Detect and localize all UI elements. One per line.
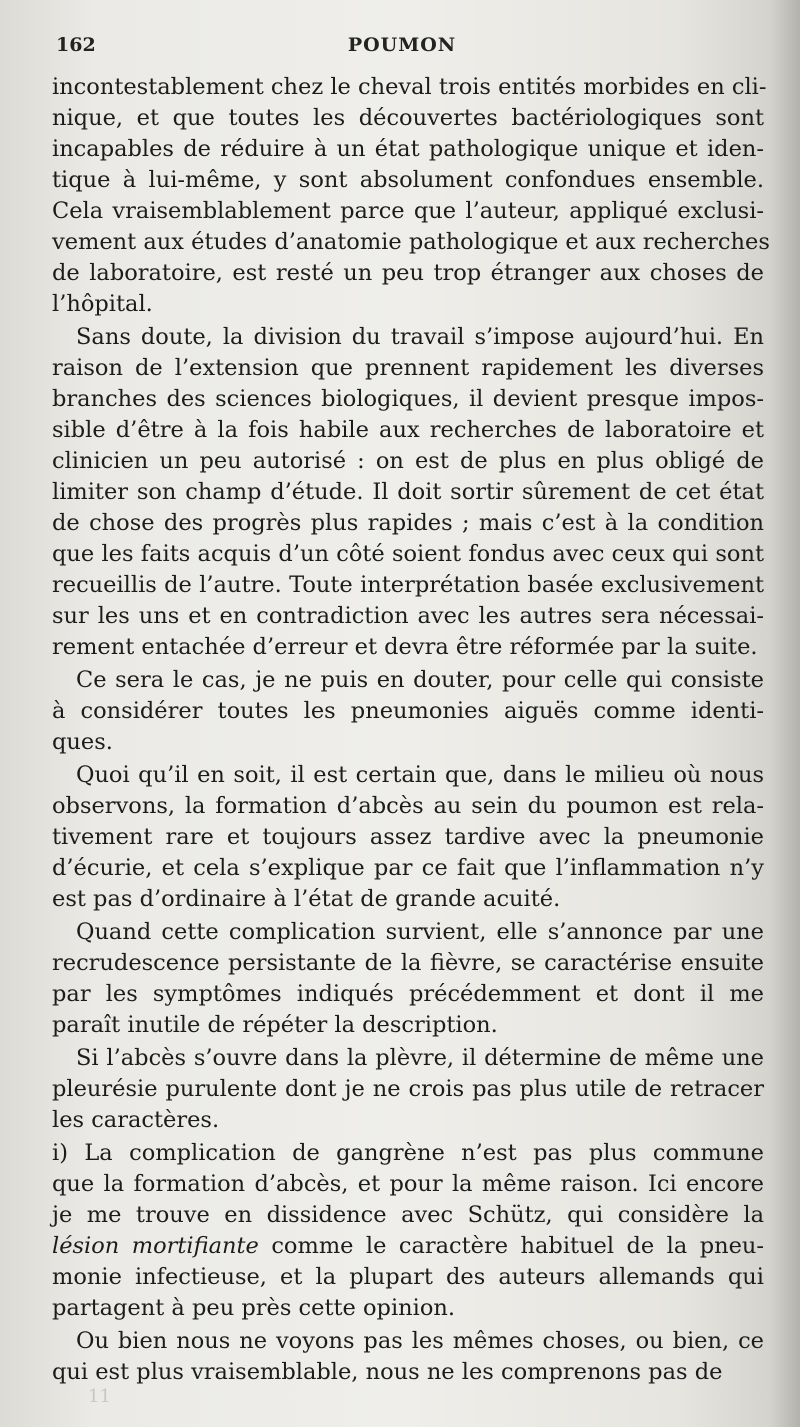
footer-mark: 11 xyxy=(88,1386,111,1407)
text-line: est pas d’ordinaire à l’état de grande acuité. xyxy=(52,886,561,912)
text-line: Ou bien nous ne voyons pas les mêmes choses, ou bien, ce xyxy=(76,1328,764,1354)
italic-phrase: lésion mortifiante xyxy=(52,1233,259,1259)
text-line: je me trouve en dissidence avec Schütz, qui considère la xyxy=(52,1202,764,1228)
text-line: tique à lui-même, y sont absolument confondues ensemble. xyxy=(52,167,764,193)
text-line: sur les uns et en contradiction avec les autres sera nécessai- xyxy=(52,603,764,629)
text-line: Quand cette complication survient, elle s’annonce par une xyxy=(76,919,764,945)
text-line: sible d’être à la fois habile aux recherches de laboratoire et xyxy=(52,417,764,443)
text-line: observons, la formation d’abcès au sein du poumon est rela- xyxy=(52,793,764,819)
text-line: paraît inutile de répéter la description. xyxy=(52,1012,498,1038)
text-line: l’hôpital. xyxy=(52,291,153,317)
paragraph xyxy=(52,72,770,320)
paragraph xyxy=(52,1043,764,1136)
page-number: 162 xyxy=(56,34,96,56)
text-line: Quoi qu’il en soit, il est certain que, dans le milieu où nous xyxy=(76,762,764,788)
text-line: Cela vraisemblablement parce que l’auteur, appliqué exclusi- xyxy=(52,198,764,224)
text-line: rement entachée d’erreur et devra être réformée par la suite. xyxy=(52,634,758,660)
text-line: Si l’abcès s’ouvre dans la plèvre, il détermine de même une xyxy=(76,1045,764,1071)
text-line: à considérer toutes les pneumonies aiguës comme identi- xyxy=(52,698,764,724)
text-line: Ce sera le cas, je ne puis en douter, pour celle qui consiste xyxy=(76,667,764,693)
text-line: incapables de réduire à un état pathologique unique et iden- xyxy=(52,136,764,162)
paragraph xyxy=(52,1138,764,1324)
text-line: clinicien un peu autorisé : on est de plus en plus obligé de xyxy=(52,448,764,474)
running-head xyxy=(52,34,752,64)
paragraph xyxy=(52,322,764,663)
text-line: tivement rare et toujours assez tardive avec la pneumonie xyxy=(52,824,764,850)
text-line: par les symptômes indiqués précédemment et dont il me xyxy=(52,981,764,1007)
text-line: Sans doute, la division du travail s’impose aujourd’hui. En xyxy=(76,324,764,350)
text-line: lésion mortifiante comme le caractère habituel de la pneu- xyxy=(52,1233,765,1259)
text-line: i) La complication de gangrène n’est pas plus commune xyxy=(52,1140,764,1166)
running-title: POUMON xyxy=(347,34,457,56)
text-line: ques. xyxy=(52,729,113,755)
text-line: limiter son champ d’étude. Il doit sortir sûrement de cet état xyxy=(52,479,764,505)
text-line: vement aux études d’anatomie pathologique et aux recherches xyxy=(52,229,770,255)
paragraph xyxy=(52,665,764,758)
text-line: raison de l’extension que prennent rapidement les diverses xyxy=(52,355,764,381)
text-line: recrudescence persistante de la fièvre, se caractérise ensuite xyxy=(52,950,764,976)
body-text xyxy=(52,72,770,1390)
text-line: d’écurie, et cela s’explique par ce fait que l’inflammation n’y xyxy=(52,855,764,881)
text-line: incontestablement chez le cheval trois entités morbides en cli- xyxy=(52,74,767,100)
text-line: qui est plus vraisemblable, nous ne les comprenons pas de xyxy=(52,1359,723,1385)
text-line: recueillis de l’autre. Toute interprétation basée exclusivement xyxy=(52,572,764,598)
text-line: branches des sciences biologiques, il devient presque impos- xyxy=(52,386,764,412)
paragraph xyxy=(52,917,764,1041)
text-line: pleurésie purulente dont je ne crois pas plus utile de retracer xyxy=(52,1076,764,1102)
text-line: monie infectieuse, et la plupart des auteurs allemands qui xyxy=(52,1264,764,1290)
paragraph xyxy=(52,1326,764,1388)
text-line: de chose des progrès plus rapides ; mais c’est à la condition xyxy=(52,510,764,536)
text-line: partagent à peu près cette opinion. xyxy=(52,1295,456,1321)
text-line: que les faits acquis d’un côté soient fondus avec ceux qui sont xyxy=(52,541,764,567)
text-line: que la formation d’abcès, et pour la même raison. Ici encore xyxy=(52,1171,764,1197)
text-line: nique, et que toutes les découvertes bactériologiques sont xyxy=(52,105,764,131)
paragraph xyxy=(52,760,764,915)
text-line: les caractères. xyxy=(52,1107,220,1133)
text-line: de laboratoire, est resté un peu trop étranger aux choses de xyxy=(52,260,764,286)
